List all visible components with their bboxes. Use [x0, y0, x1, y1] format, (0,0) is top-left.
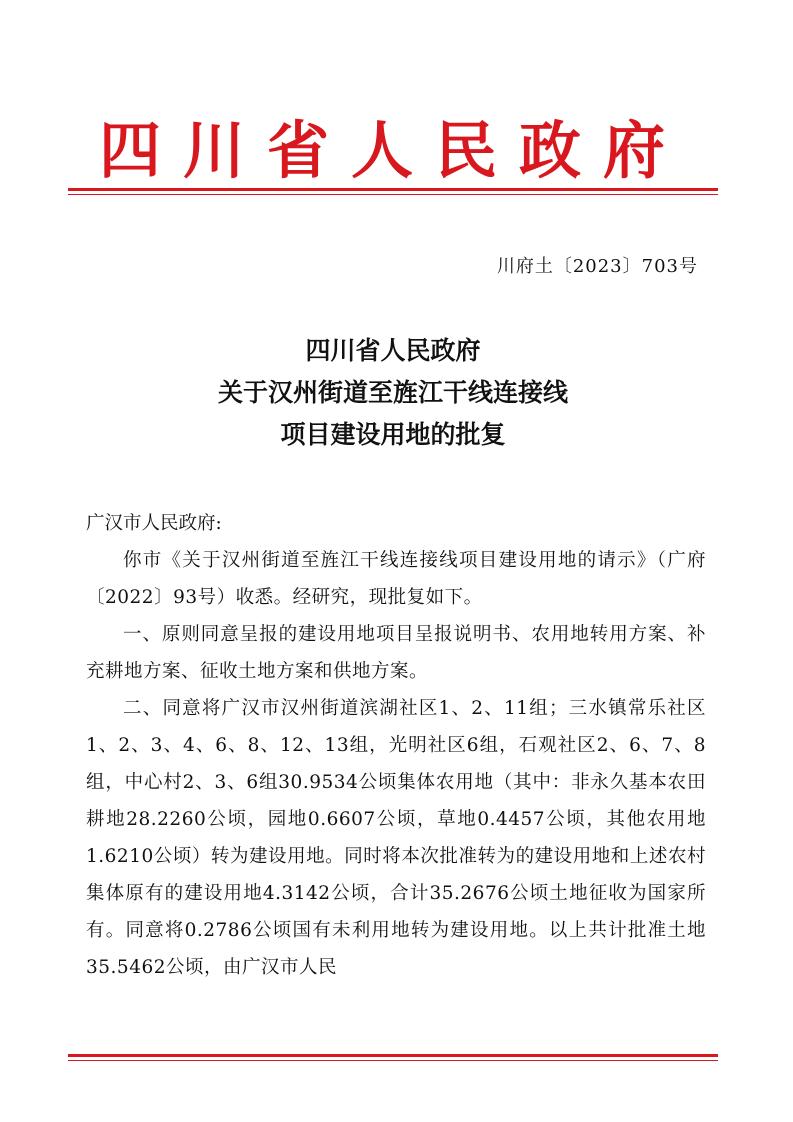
addressee: 广汉市人民政府: [86, 513, 222, 534]
footer-rule-thick [68, 1054, 718, 1057]
masthead-rule-thick [68, 188, 718, 191]
paragraph-1: 你市《关于汉州街道至旌江干线连接线项目建设用地的请示》（广府〔2022〕93号）收悉。经研究，现批复如下。 [86, 550, 706, 608]
paragraph-2: 一、原则同意呈报的建设用地项目呈报说明书、农用地转用方案、补充耕地方案、征收土地方案和供地方案。 [86, 624, 706, 682]
title-line-3: 项目建设用地的批复 [280, 420, 506, 449]
masthead-title: 四川省人民政府 [98, 114, 687, 187]
title-line-2: 关于汉州街道至旌江干线连接线 [217, 378, 568, 407]
document-title [68, 330, 718, 456]
footer-rule-thin [68, 1060, 718, 1061]
document-body [86, 505, 706, 986]
title-line-1: 四川省人民政府 [305, 336, 481, 365]
paragraph-3: 二、同意将广汉市汉州街道滨湖社区1、2、11组；三水镇常乐社区1、2、3、4、6、8、12、13组，光明社区6组，石观社区2、6、7、8组，中心村2、3、6组30.9534公顷集体农用地（其中：非永久基本农田耕地28.2260公顷，园地0.6607公顷，草地0.4457公顷，其他农用地1.6210公顷）转为建设用地。同时将本次批准转为的建设用地和上述农村集体原有的建设用地4.3142公顷，合计35.2676公顷土地征收为国家所有。同意将0.2786公顷国有未利用地转为建设用地。以上共计批准土地35.5462公顷，由广汉市人民 [86, 698, 706, 978]
document-number: 川府土〔2023〕703号 [496, 256, 698, 277]
masthead-rule-thin [68, 194, 718, 195]
